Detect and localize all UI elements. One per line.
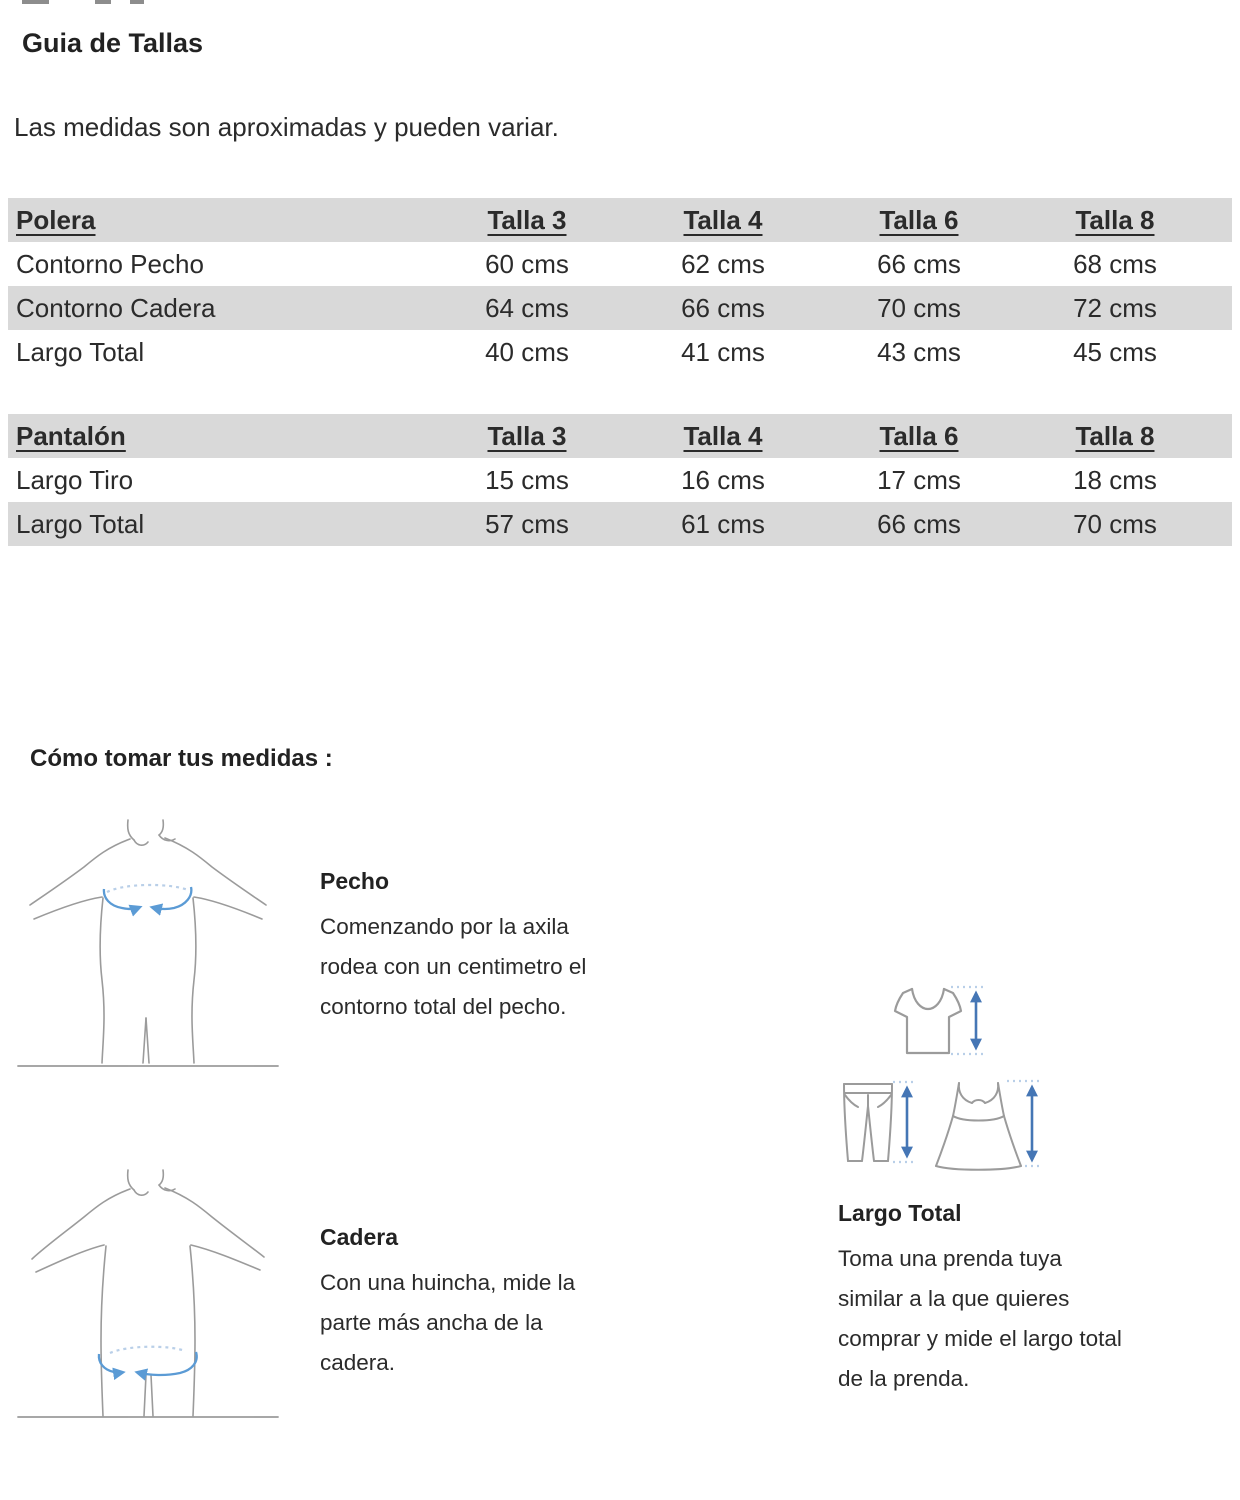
column-header: Talla 6 bbox=[879, 204, 959, 235]
cell-value: 64 cms bbox=[485, 292, 569, 323]
cell-value: 70 cms bbox=[877, 292, 961, 323]
row-label: Largo Tiro bbox=[16, 464, 134, 495]
cell-value: 62 cms bbox=[681, 248, 765, 279]
table-name: Pantalón bbox=[16, 420, 126, 451]
cell-value: 68 cms bbox=[1073, 248, 1157, 279]
largo-total-line: de la prenda. bbox=[838, 1366, 970, 1391]
dress-icon bbox=[936, 1083, 1021, 1170]
table-name: Polera bbox=[16, 204, 96, 235]
table-row bbox=[8, 502, 1232, 546]
cell-value: 16 cms bbox=[681, 464, 765, 495]
pecho-line: contorno total del pecho. bbox=[320, 994, 567, 1019]
table-row bbox=[8, 330, 1232, 374]
column-header: Talla 8 bbox=[1075, 420, 1155, 451]
row-label: Largo Total bbox=[16, 508, 145, 539]
body-outline bbox=[18, 820, 278, 1066]
column-header: Talla 3 bbox=[487, 420, 567, 451]
dress-length-arrow-icon bbox=[1007, 1081, 1041, 1166]
pantalon-size-table bbox=[8, 414, 1232, 546]
pecho-line: Comenzando por la axila bbox=[320, 914, 569, 939]
body-chest-diagram bbox=[0, 815, 300, 1070]
hip-measure-arrows-icon bbox=[99, 1347, 197, 1375]
cell-value: 17 cms bbox=[877, 464, 961, 495]
pants-icon bbox=[844, 1084, 892, 1161]
column-header: Talla 4 bbox=[683, 204, 763, 235]
column-header: Talla 4 bbox=[683, 420, 763, 451]
pants-length-arrow-icon bbox=[893, 1082, 917, 1162]
cell-value: 60 cms bbox=[485, 248, 569, 279]
cell-value: 66 cms bbox=[877, 508, 961, 539]
table-header-row bbox=[8, 414, 1232, 458]
table-row bbox=[8, 242, 1232, 286]
cropped-text-fragment bbox=[0, 0, 200, 5]
polera-size-table bbox=[8, 198, 1232, 374]
page-subtitle: Las medidas son aproximadas y pueden variar. bbox=[14, 112, 559, 142]
cell-value: 18 cms bbox=[1073, 464, 1157, 495]
column-header: Talla 8 bbox=[1075, 204, 1155, 235]
cell-value: 70 cms bbox=[1073, 508, 1157, 539]
table-header-row bbox=[8, 198, 1232, 242]
largo-total-line: comprar y mide el largo total bbox=[838, 1326, 1122, 1351]
pecho-title: Pecho bbox=[320, 868, 390, 894]
cell-value: 66 cms bbox=[877, 248, 961, 279]
table-row bbox=[8, 286, 1232, 330]
cell-value: 40 cms bbox=[485, 336, 569, 367]
cadera-line: parte más ancha de la bbox=[320, 1310, 543, 1335]
garment-length-icons bbox=[835, 975, 1075, 1180]
chest-measure-arrows-icon bbox=[104, 885, 191, 909]
cell-value: 43 cms bbox=[877, 336, 961, 367]
cadera-instructions bbox=[320, 1222, 575, 1383]
cadera-line: cadera. bbox=[320, 1350, 396, 1375]
cell-value: 61 cms bbox=[681, 508, 765, 539]
pecho-line: rodea con un centimetro el bbox=[320, 954, 587, 979]
cadera-line: Con una huincha, mide la bbox=[320, 1270, 576, 1295]
largo-total-title: Largo Total bbox=[838, 1200, 962, 1226]
page-title: Guia de Tallas bbox=[22, 28, 204, 58]
row-label: Largo Total bbox=[16, 336, 145, 367]
how-to-measure-heading: Cómo tomar tus medidas : bbox=[30, 745, 333, 772]
cell-value: 57 cms bbox=[485, 508, 569, 539]
row-label: Contorno Cadera bbox=[16, 292, 216, 323]
row-label: Contorno Pecho bbox=[16, 248, 204, 279]
column-header: Talla 6 bbox=[879, 420, 959, 451]
table-row bbox=[8, 458, 1232, 502]
cell-value: 45 cms bbox=[1073, 336, 1157, 367]
cadera-title: Cadera bbox=[320, 1224, 398, 1250]
body-outline bbox=[18, 1170, 278, 1417]
pecho-instructions bbox=[320, 866, 586, 1027]
cell-value: 66 cms bbox=[681, 292, 765, 323]
body-hip-diagram bbox=[0, 1160, 300, 1422]
column-header: Talla 3 bbox=[487, 204, 567, 235]
cell-value: 72 cms bbox=[1073, 292, 1157, 323]
largo-total-line: similar a la que quieres bbox=[838, 1286, 1070, 1311]
largo-total-line: Toma una prenda tuya bbox=[838, 1246, 1062, 1271]
cell-value: 41 cms bbox=[681, 336, 765, 367]
tshirt-icon bbox=[895, 989, 961, 1053]
largo-total-instructions bbox=[838, 1198, 1122, 1399]
cell-value: 15 cms bbox=[485, 464, 569, 495]
